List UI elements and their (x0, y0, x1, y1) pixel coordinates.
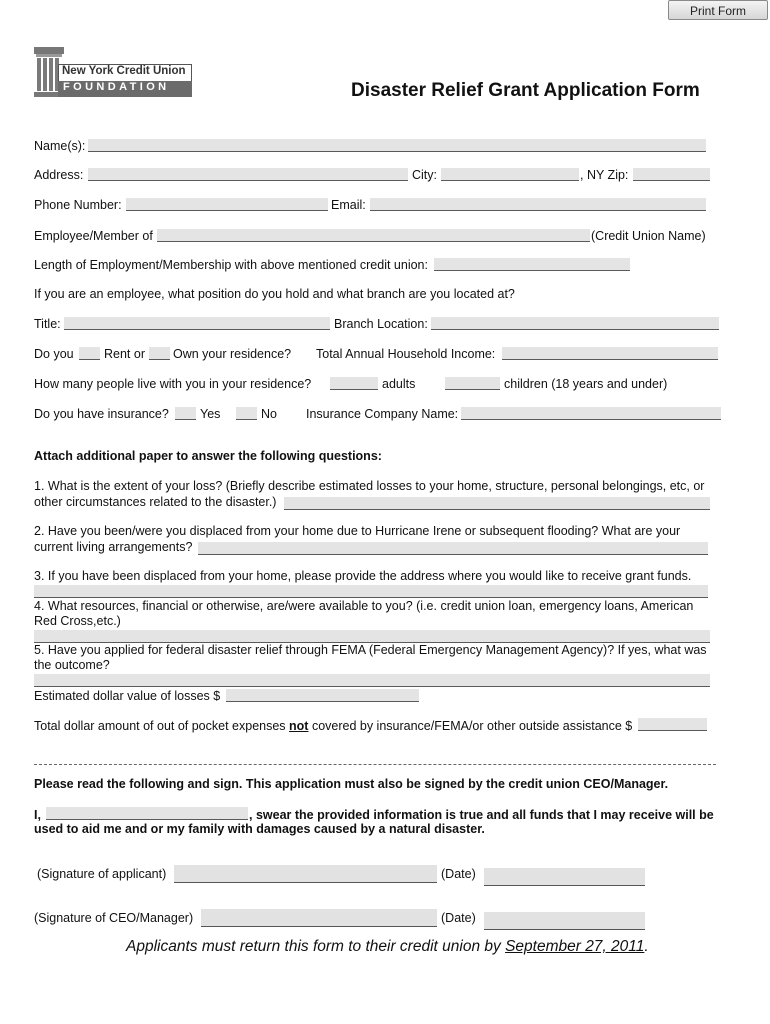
question-5: 5. Have you applied for federal disaster relief through FEMA (Federal Emergency Management Agency)? If yes, what was (34, 643, 707, 657)
people-label: How many people live with you in your residence? (34, 377, 312, 391)
applicant-signature-label: (Signature of applicant) (37, 867, 167, 881)
ceo-date-field[interactable] (484, 912, 645, 930)
zip-field[interactable] (633, 168, 710, 181)
own-checkbox[interactable] (149, 347, 170, 360)
zip-label: , NY Zip: (580, 168, 629, 182)
footer-note: Applicants must return this form to their credit union by September 27, 2011. (126, 938, 649, 955)
question-4-cont: Red Cross,etc.) (34, 614, 121, 628)
cu-name-label: (Credit Union Name) (591, 229, 706, 243)
names-label: Name(s): (34, 139, 86, 153)
attach-heading: Attach additional paper to answer the following questions: (34, 449, 382, 463)
question-1-cont: other circumstances related to the disaster.) (34, 495, 277, 509)
question-5-cont: the outcome? (34, 658, 110, 672)
oop-field[interactable] (638, 718, 707, 731)
email-label: Email: (331, 198, 366, 212)
adults-field[interactable] (330, 377, 378, 390)
phone-label: Phone Number: (34, 198, 122, 212)
question-1-field[interactable] (284, 497, 710, 510)
sign-instruction: Please read the following and sign. This application must also be signed by the credit union CEO/Manager. (34, 777, 669, 791)
logo-line2: FOUNDATION (63, 81, 170, 93)
income-label: Total Annual Household Income: (316, 347, 496, 361)
swear-text: , swear the provided information is true and all funds that I may receive will be (249, 808, 714, 822)
children-label: children (18 years and under) (504, 377, 668, 391)
email-field[interactable] (370, 198, 706, 211)
no-label: No (261, 407, 277, 421)
logo-line1: New York Credit Union (62, 65, 186, 77)
do-you-label: Do you (34, 347, 74, 361)
swear-text-cont: used to aid me and or my family with damages caused by a natural disaster. (34, 822, 485, 836)
yes-label: Yes (200, 407, 221, 421)
question-2-field[interactable] (198, 542, 708, 555)
city-field[interactable] (441, 168, 579, 181)
title-label: Title: (34, 317, 61, 331)
address-label: Address: (34, 168, 84, 182)
income-field[interactable] (502, 347, 718, 360)
insurance-company-label: Insurance Company Name: (306, 407, 459, 421)
applicant-signature-field[interactable] (174, 865, 437, 883)
position-question: If you are an employee, what position do you hold and what branch are you located at? (34, 287, 515, 301)
rent-label: Rent or (104, 347, 145, 361)
title-field[interactable] (64, 317, 330, 330)
applicant-date-field[interactable] (484, 868, 645, 886)
adults-label: adults (382, 377, 416, 391)
employee-member-label: Employee/Member of (34, 229, 153, 243)
phone-field[interactable] (126, 198, 328, 211)
ceo-date-label: (Date) (441, 911, 476, 925)
question-3-field[interactable] (34, 585, 708, 598)
length-field[interactable] (434, 258, 630, 271)
oop-label: Total dollar amount of out of pocket expenses not covered by insurance/FEMA/or other outside assistance $ (34, 719, 633, 733)
question-2-cont: current living arrangements? (34, 540, 193, 554)
losses-field[interactable] (226, 689, 419, 702)
ceo-signature-label: (Signature of CEO/Manager) (34, 911, 194, 925)
question-1: 1. What is the extent of your loss? (Briefly describe estimated losses to your home, structure, personal belongings, etc, or (34, 479, 705, 493)
yes-checkbox[interactable] (175, 407, 196, 420)
ceo-signature-field[interactable] (201, 909, 437, 927)
question-5-field[interactable] (34, 674, 710, 687)
losses-label: Estimated dollar value of losses $ (34, 689, 221, 703)
question-4: 4. What resources, financial or otherwise, are/were available to you? (i.e. credit union loan, emergency loans, American (34, 599, 694, 613)
page-title: Disaster Relief Grant Application Form (351, 80, 700, 101)
city-label: City: (412, 168, 437, 182)
names-field[interactable] (88, 139, 706, 152)
applicant-name-field[interactable] (46, 807, 248, 820)
credit-union-name-field[interactable] (157, 229, 590, 242)
divider (34, 764, 716, 765)
i-label: I, (34, 808, 41, 822)
print-form-button[interactable]: Print Form (668, 0, 768, 20)
insurance-label: Do you have insurance? (34, 407, 169, 421)
branch-field[interactable] (431, 317, 719, 330)
insurance-company-field[interactable] (461, 407, 721, 420)
no-checkbox[interactable] (236, 407, 257, 420)
question-3: 3. If you have been displaced from your home, please provide the address where you would like to receive grant funds. (34, 569, 692, 583)
question-2: 2. Have you been/were you displaced from your home due to Hurricane Irene or subsequent flooding? What are your (34, 524, 681, 538)
rent-checkbox[interactable] (79, 347, 100, 360)
children-field[interactable] (445, 377, 500, 390)
question-4-field[interactable] (34, 630, 710, 643)
branch-label: Branch Location: (334, 317, 428, 331)
own-label: Own your residence? (173, 347, 292, 361)
applicant-date-label: (Date) (441, 867, 476, 881)
length-label: Length of Employment/Membership with above mentioned credit union: (34, 258, 428, 272)
address-field[interactable] (88, 168, 408, 181)
